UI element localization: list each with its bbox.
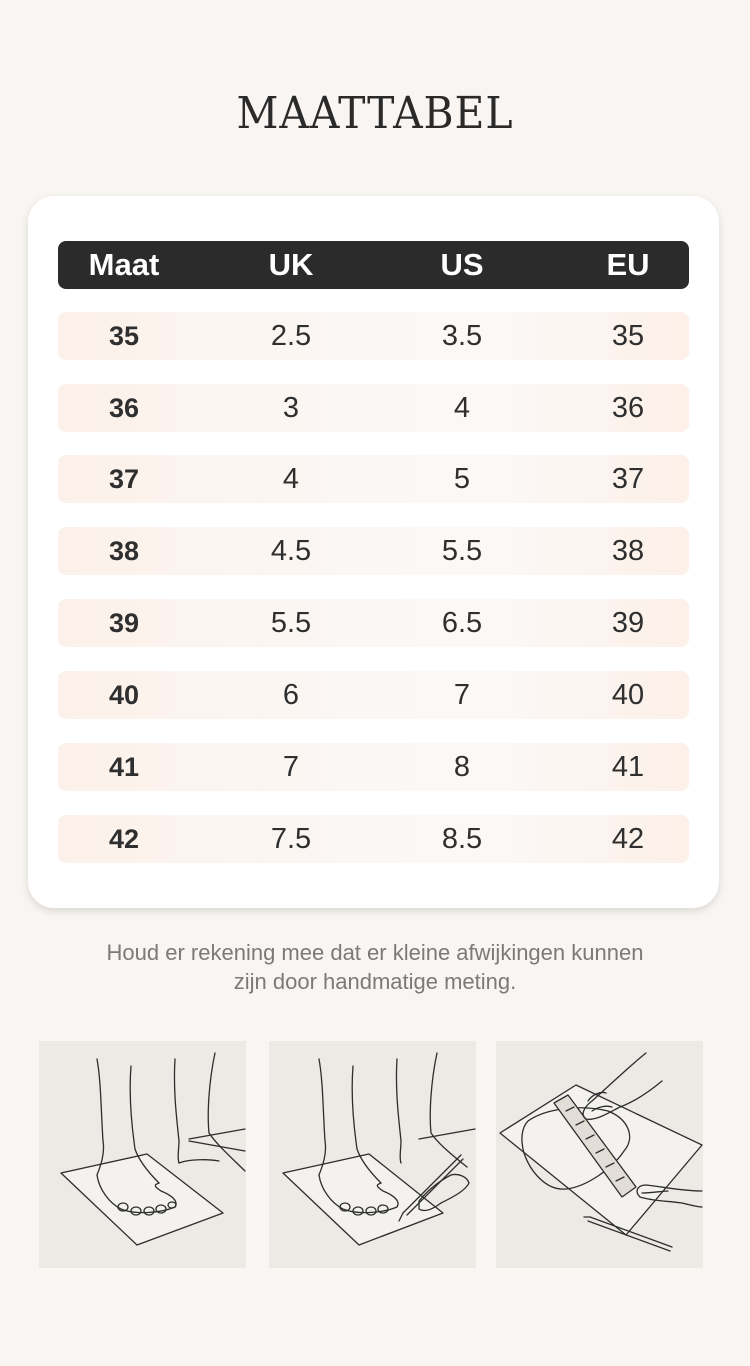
cell-uk: 4 bbox=[282, 462, 300, 495]
page-title: MAATTABEL bbox=[236, 88, 514, 139]
cell-eu: 35 bbox=[611, 319, 645, 352]
cell-eu: 39 bbox=[611, 606, 645, 639]
cell-us: 5.5 bbox=[441, 534, 483, 567]
cell-maat: 40 bbox=[108, 679, 140, 710]
cell-us: 6.5 bbox=[441, 606, 483, 639]
cell-us: 5 bbox=[453, 462, 471, 495]
ruler-measure-icon bbox=[496, 1041, 703, 1268]
cell-maat: 39 bbox=[108, 607, 140, 638]
header-eu: EU bbox=[606, 247, 650, 282]
cell-us: 7 bbox=[453, 678, 471, 711]
cell-uk: 2.5 bbox=[270, 319, 312, 352]
cell-maat: 37 bbox=[108, 463, 140, 494]
table-row bbox=[58, 599, 689, 647]
cell-us: 4 bbox=[453, 391, 471, 424]
cell-eu: 40 bbox=[611, 678, 645, 711]
table-row bbox=[58, 312, 689, 360]
cell-maat: 42 bbox=[108, 823, 140, 854]
cell-eu: 42 bbox=[611, 822, 645, 855]
cell-us: 3.5 bbox=[441, 319, 483, 352]
table-row bbox=[58, 815, 689, 863]
cell-eu: 36 bbox=[611, 391, 645, 424]
size-table-card bbox=[28, 196, 719, 908]
cell-uk: 7 bbox=[282, 750, 300, 783]
cell-uk: 4.5 bbox=[270, 534, 312, 567]
table-row bbox=[58, 743, 689, 791]
note-line-2: zijn door handmatige meting. bbox=[233, 969, 517, 994]
table-row bbox=[58, 455, 689, 503]
header-maat: Maat bbox=[88, 247, 160, 282]
cell-uk: 3 bbox=[282, 391, 300, 424]
table-row bbox=[58, 384, 689, 432]
table-header bbox=[58, 241, 689, 289]
note-line-1: Houd er rekening mee dat er kleine afwijkingen kunnen bbox=[106, 940, 644, 965]
table-row bbox=[58, 527, 689, 575]
cell-eu: 41 bbox=[611, 750, 645, 783]
cell-eu: 38 bbox=[611, 534, 645, 567]
cell-uk: 7.5 bbox=[270, 822, 312, 855]
cell-us: 8.5 bbox=[441, 822, 483, 855]
cell-uk: 5.5 bbox=[270, 606, 312, 639]
trace-foot-icon bbox=[269, 1041, 476, 1268]
table-row bbox=[58, 671, 689, 719]
cell-maat: 36 bbox=[108, 392, 140, 423]
cell-maat: 41 bbox=[108, 751, 140, 782]
feet-on-paper-icon bbox=[39, 1041, 246, 1268]
header-uk: UK bbox=[268, 247, 314, 282]
cell-maat: 38 bbox=[108, 535, 140, 566]
cell-uk: 6 bbox=[282, 678, 300, 711]
measurement-note bbox=[40, 938, 710, 996]
header-us: US bbox=[440, 247, 484, 282]
cell-maat: 35 bbox=[108, 320, 140, 351]
cell-us: 8 bbox=[453, 750, 471, 783]
cell-eu: 37 bbox=[611, 462, 645, 495]
